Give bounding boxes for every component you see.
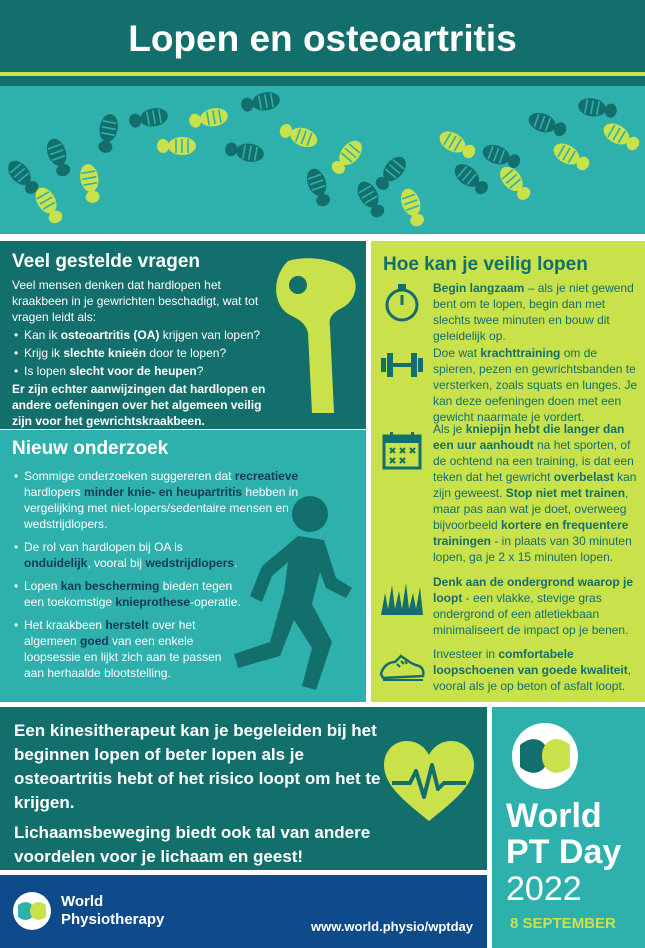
- tip-knee-pain: Als je kniepijn hebt die langer dan een uur aanhoudt na het sporten, of de ochtend na een training, is dat een teken dat het gewricht overbelast kan zijn geweest. Stop niet met trainen, maar pas aan wat je doet, overweeg bijvoorbeeld kortere en frequentere trainingen - in plaats van 30 minuten lopen, ga je 2 x 15 minuten lopen.: [433, 422, 637, 564]
- research-item: • De rol van hardlopen bij OA is onduidelijk, vooral bij wedstrijdlopers.: [12, 539, 252, 571]
- world-pt-day-logo-icon: [510, 721, 580, 791]
- footprint: [526, 109, 569, 139]
- footprint: [224, 139, 266, 163]
- pt-day-word-ptday: PT Day: [506, 833, 622, 871]
- footprint: [128, 106, 170, 130]
- tip-shoes: Investeer in comfortabele loopschoenen van goede kwaliteit, vooral als je op beton of asfalt loopt.: [433, 647, 632, 693]
- research-heading: Nieuw onderzoek: [12, 438, 169, 459]
- cta-section: [0, 707, 487, 870]
- footprint: [397, 186, 427, 229]
- footprint: [240, 90, 282, 114]
- header-underline: [0, 72, 645, 76]
- faq-question: • Is lopen slecht voor de heupen?: [12, 363, 356, 379]
- website-link[interactable]: www.world.physio/wptday: [310, 919, 473, 934]
- research-item: • Lopen kan bescherming bieden tegen een toekomstige knieprothese-operatie.: [12, 578, 252, 610]
- footprint: [550, 139, 593, 174]
- dumbbell-icon: [379, 345, 425, 385]
- header-banner: [0, 0, 645, 86]
- footprints-icon: [0, 86, 645, 234]
- calendar-icon: [379, 431, 425, 471]
- faq-question: • Kan ik osteoartritis (OA) krijgen van lopen?: [12, 327, 356, 343]
- research-section: [0, 430, 366, 702]
- footprint: [577, 96, 619, 120]
- pt-day-word-world: World: [506, 797, 602, 835]
- brand-name: World Physiotherapy: [61, 893, 165, 928]
- page-title: Lopen en osteoartritis: [128, 18, 517, 59]
- stopwatch-icon: [379, 283, 425, 323]
- footprint: [78, 163, 102, 205]
- footprint: [600, 119, 643, 154]
- tip-strength-training: Doe wat krachttraining om de spieren, pezen en gewrichtsbanden te versterken, zoals squats en lunges. Je kan deze oefeningen doen met een gewicht naarmate je vordert.: [433, 346, 638, 424]
- footprint: [328, 136, 367, 177]
- footprint: [303, 166, 333, 209]
- grass-icon: [379, 579, 425, 619]
- footprint: [157, 137, 196, 155]
- faq-section: [0, 241, 366, 429]
- heart-pulse-icon: [382, 739, 476, 823]
- faq-intro: Veel mensen denken dat hardlopen het kraakbeen in je gewrichten beschadigt, wat tot vragen leidt als:: [12, 278, 259, 324]
- running-shoe-icon: [379, 646, 425, 686]
- brand-footer: [0, 875, 487, 948]
- world-physio-logo-icon: [12, 891, 52, 931]
- world-pt-day-badge: [492, 707, 645, 948]
- footprint: [450, 160, 491, 199]
- footprints-band: [0, 86, 645, 234]
- tip-start-slow: Begin langzaam – als je niet gewend bent om te lopen, begin dan met slechts twee minuten en bouw dit geleidelijk op.: [433, 281, 634, 343]
- research-item: • Sommige onderzoeken suggereren dat recreatieve hardlopers minder knie- en heupartritis hebben in vergelijking met niet-lopers/sedentaire mensen en wedstrijdlopers.: [12, 468, 312, 532]
- footprint: [188, 106, 230, 130]
- footprint: [436, 127, 479, 162]
- faq-heading: Veel gestelde vragen: [12, 251, 200, 272]
- safe-heading: Hoe kan je veilig lopen: [383, 254, 588, 275]
- footprint: [372, 152, 411, 193]
- pt-day-date: 8 SEPTEMBER: [510, 915, 616, 932]
- faq-question-list: [12, 327, 356, 379]
- faq-closing: Er zijn echter aanwijzingen dat hardlopen en andere oefeningen over het algemeen veilig zijn voor het gewrichtskraakbeen.: [12, 382, 266, 428]
- footprint: [95, 113, 119, 155]
- cta-line-1: Een kinesitherapeut kan je begeleiden bij het beginnen lopen of beter lopen als je osteoartritis hebt of het risico loopt om het te krijgen.: [14, 721, 381, 812]
- footprint: [43, 136, 73, 179]
- faq-question: • Krijg ik slechte knieën door te lopen?: [12, 345, 356, 361]
- footprint: [277, 120, 320, 150]
- cta-line-2: Lichaamsbeweging biedt ook tal van andere voordelen voor je lichaam en geest!: [14, 823, 371, 866]
- safe-running-section: [371, 241, 645, 702]
- tip-surface: Denk aan de ondergrond waarop je loopt - een vlakke, stevige gras ondergrond of een atletiekbaan minimaliseert de impact op je benen.: [433, 575, 634, 637]
- footprint: [480, 141, 523, 171]
- research-item: • Het kraakbeen herstelt over het algemeen goed van een enkele loopsessie en lijkt zich aan te passen aan herhaalde blootstelling.: [12, 617, 227, 681]
- pt-day-year: 2022: [506, 870, 582, 908]
- footprint: [496, 162, 535, 203]
